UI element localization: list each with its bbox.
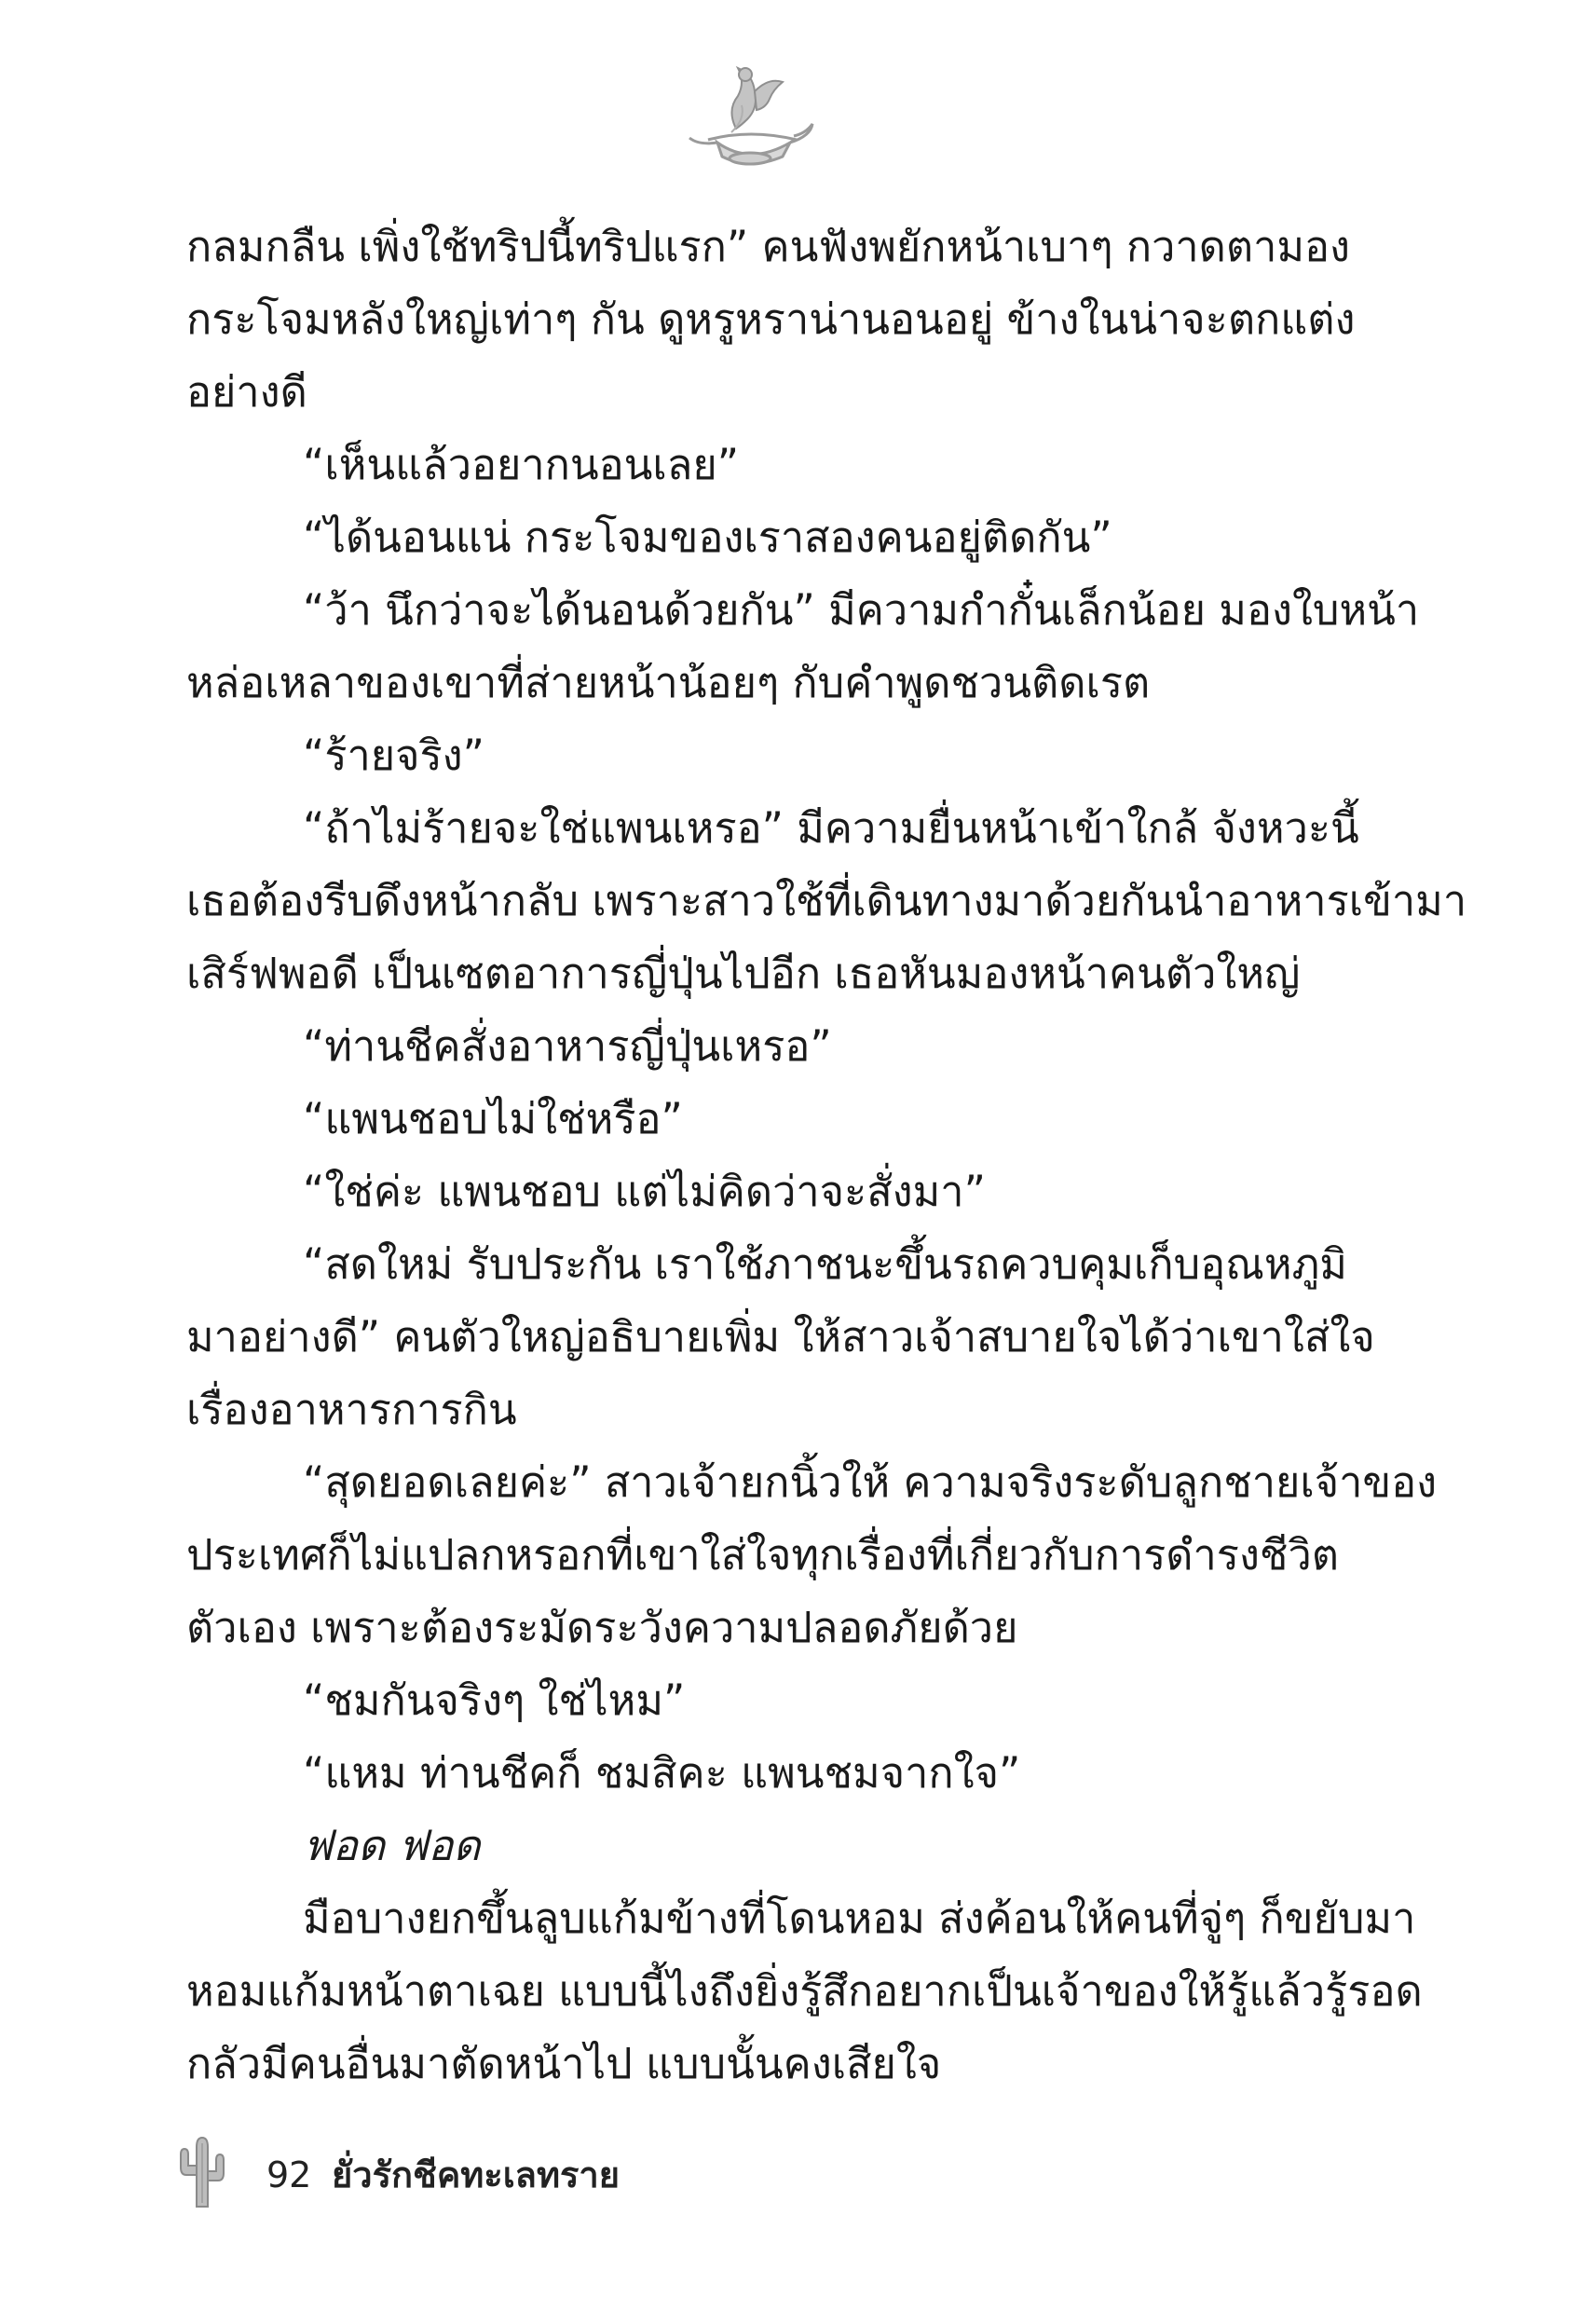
- text-line: ตัวเอง เพราะต้องระมัดระวังความปลอดภัยด้วย: [186, 1603, 1018, 1652]
- paragraph: [186, 1737, 1332, 1810]
- book-title: ยั่วรักชีคทะเลทราย: [332, 2154, 621, 2195]
- paragraph: [186, 501, 1332, 574]
- text-line: “สดใหม่ รับประกัน เราใช้ภาชนะขึ้นรถควบคุมเก็บอุณหภูมิ: [303, 1239, 1347, 1289]
- genie-lamp-icon: [680, 54, 820, 175]
- text-line: กลมกลืน เพิ่งใช้ทริปนี้ทริปแรก” คนฟังพยักหน้าเบาๆ กวาดตามอง: [186, 222, 1351, 271]
- text-line: เสิร์ฟพอดี เป็นเซตอาการญี่ปุ่นไปอีก เธอหันมองหน้าคนตัวใหญ่: [186, 949, 1301, 998]
- paragraph: [186, 1083, 1332, 1156]
- text-line: “ท่านชีคสั่งอาหารญี่ปุ่นเหรอ”: [303, 1021, 832, 1071]
- text-line: “ร้ายจริง”: [303, 731, 484, 780]
- text-line: ประเทศก็ไม่แปลกหรอกที่เขาใส่ใจทุกเรื่องที่เกี่ยวกับการดำรงชีวิต: [186, 1530, 1339, 1579]
- text-line: อย่างดี: [186, 367, 307, 417]
- text-line: มือบางยกขึ้นลูบแก้มข้างที่โดนหอม ส่งค้อนให้คนที่จู่ๆ ก็ขยับมา: [303, 1894, 1416, 1943]
- text-line: “เห็นแล้วอยากนอนเลย”: [303, 440, 740, 489]
- text-line: “ได้นอนแน่ กระโจมของเราสองคนอยู่ติดกัน”: [303, 513, 1112, 562]
- text-line: “ว้า นึกว่าจะได้นอนด้วยกัน” มีความกำกั๋นเล็กน้อย มองใบหน้า: [303, 585, 1420, 635]
- paragraph: [186, 792, 1467, 1010]
- text-line: “สุดยอดเลยค่ะ” สาวเจ้ายกนิ้วให้ ความจริงระดับลูกชายเจ้าของ: [303, 1457, 1438, 1507]
- text-line: หล่อเหลาของเขาที่ส่ายหน้าน้อยๆ กับคำพูดชวนติดเรต: [186, 658, 1151, 707]
- text-line: “แพนชอบไม่ใช่หรือ”: [303, 1094, 683, 1143]
- paragraph: [186, 429, 1332, 501]
- body-text: [186, 211, 1467, 2100]
- text-line: กระโจมหลังใหญ่เท่าๆ กัน ดูหรูหราน่านอนอยู่ ข้างในน่าจะตกแต่ง: [186, 294, 1356, 344]
- paragraph: [186, 1810, 1332, 1882]
- text-line: เรื่องอาหารการกิน: [186, 1385, 517, 1434]
- text-line: “ชมกันจริงๆ ใช่ไหม”: [303, 1675, 686, 1725]
- page-footer: [173, 2134, 825, 2208]
- paragraph: [186, 1664, 1332, 1737]
- cactus-icon: [173, 2134, 231, 2208]
- text-line: หอมแก้มหน้าตาเฉย แบบนี้ไงถึงยิ่งรู้สึกอยากเป็นเจ้าของให้รู้แล้วรู้รอด: [186, 1966, 1423, 2016]
- paragraph: [186, 1228, 1375, 1446]
- paragraph: [186, 719, 1332, 792]
- paragraph: [186, 1156, 1332, 1228]
- text-line: ฟอด ฟอด: [303, 1821, 481, 1870]
- text-line: มาอย่างดี” คนตัวใหญ่อธิบายเพิ่ม ให้สาวเจ้าสบายใจได้ว่าเขาใส่ใจ: [186, 1312, 1375, 1361]
- text-line: กลัวมีคนอื่นมาตัดหน้าไป แบบนั้นคงเสียใจ: [186, 2039, 942, 2088]
- paragraph: [186, 1010, 1332, 1083]
- paragraph: [186, 211, 1356, 429]
- text-line: “ใช่ค่ะ แพนชอบ แต่ไม่คิดว่าจะสั่งมา”: [303, 1167, 986, 1216]
- paragraph: [186, 1446, 1438, 1664]
- paragraph: [186, 574, 1420, 719]
- page-number: 92: [266, 2154, 312, 2195]
- text-line: เธอต้องรีบดึงหน้ากลับ เพราะสาวใช้ที่เดินทางมาด้วยกันนำอาหารเข้ามา: [186, 876, 1467, 925]
- text-line: “ถ้าไม่ร้ายจะใช่แพนเหรอ” มีความยื่นหน้าเข้าใกล้ จังหวะนี้: [303, 803, 1359, 853]
- text-line: “แหม ท่านชีคก็ ชมสิคะ แพนชมจากใจ”: [303, 1748, 1021, 1798]
- paragraph: [186, 1882, 1423, 2100]
